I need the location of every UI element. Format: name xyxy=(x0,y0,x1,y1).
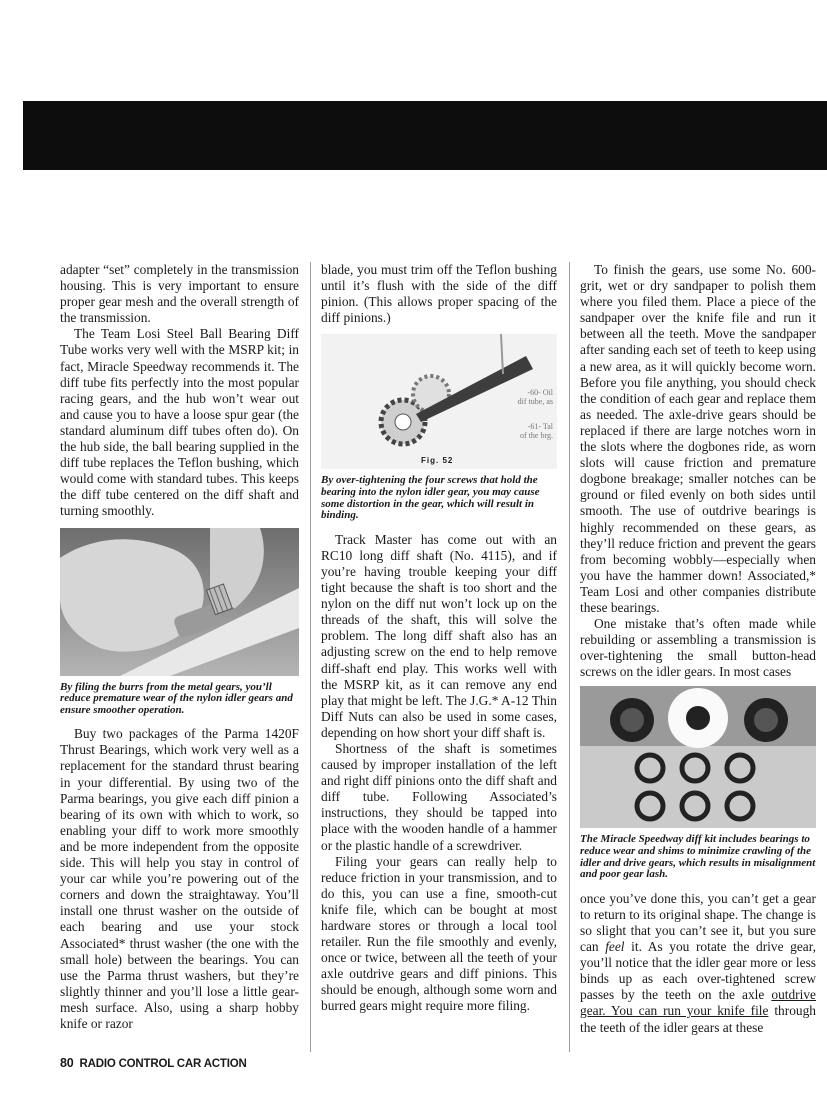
column-3 xyxy=(580,262,816,1036)
emphasis: feel xyxy=(605,939,625,955)
text-run: through the teeth of the idler gears at these xyxy=(580,1003,816,1035)
paragraph: blade, you must trim off the Teflon bushing until it’s flush with the side of the diff pinion. (This allows proper spacing of the diff pinions.) xyxy=(321,262,557,326)
paragraph: The Team Losi Steel Ball Bearing Diff Tube works very well with the MSRP kit; in fact, Miracle Speedway recommends it. The diff tube fits perfectly into the most popular racing gears, and the hub won’t wear out and cause you to have a loose spur gear (the standard aluminum diff tubes often do). On the hub side, the ball bearing supplied in the diff tube replaces the Teflon bushing, which would come with standard tubes. This keeps the diff tube centered on the diff shaft and turning smoothly. xyxy=(60,326,299,519)
text-run: once you’ve done this, you can’t get a gear to return to its original shape. The change is so slight that you can’t see it, but you sure can xyxy=(580,890,816,955)
publication-name: RADIO CONTROL CAR ACTION xyxy=(79,1058,247,1070)
paragraph xyxy=(580,891,816,1036)
paragraph: adapter “set” completely in the transmission housing. This is very important to ensure proper gear mesh and the overall strength of the transmission. xyxy=(60,262,299,326)
header-black-band xyxy=(23,101,827,170)
underlined-text: outdrive gear. You can run your knife file xyxy=(580,987,816,1019)
page-footer xyxy=(60,1056,247,1070)
page-number: 80 xyxy=(60,1056,74,1070)
paragraph: Track Master has come out with an RC10 long diff shaft (No. 4115), and if you’re having trouble keeping your diff tight because the shaft is too short and the nylon on the diff nut won’t lock up on the threads of the shaft, this will solve the problem. The long diff shaft also has an adjusting screw on the end to help remove diff-shaft end play. This works well with the MSRP kit, as it can remove any end play that might be left. The J.G.* A-12 Thin Diff Nuts can also be used in some cases, depending on how short your diff shaft is. xyxy=(321,531,557,740)
photo-diff-kit xyxy=(580,686,816,828)
figure-52 xyxy=(321,334,557,469)
column-divider xyxy=(569,262,570,1052)
photo-caption: By over-tightening the four screws that hold the bearing into the nylon idler gear, you may cause some distortion in the gear, which will result in binding. xyxy=(321,474,540,522)
paragraph: Buy two packages of the Parma 1420F Thrust Bearings, which work very well as a replacement for the standard thrust bearing in your differential. By using two of the Parma bearings, you give each diff pinion a bearing of its own with which to work, so enabling your diff to work more smoothly and be more independent from the opposite side. This will help you stay in control of your car while you’re powering out of the corners and down the straightaway. You’ll install one thrust washer on the outside of each bearing and use your stock Associated* thrust washer (the one with the small hole) between the bearings. You can use the Parma thrust washers, but they’re slightly thinner and you’ll lose a little gear-mesh surface. Also, using a sharp hobby knife or razor xyxy=(60,726,299,1031)
paragraph: One mistake that’s often made while rebuilding or assembling a transmission is over-tightening the small button-head screws on the idler gears. In most cases xyxy=(580,616,816,680)
column-2 xyxy=(321,262,557,1015)
figure-callout: -61- Tal of the brg. xyxy=(520,422,553,441)
paragraph: To finish the gears, use some No. 600-grit, wet or dry sandpaper to polish them where you filed them. Place a piece of the sandpaper over the knife file and run it between all the teeth. Move the sandpaper after sanding each set of teeth to keep using a new area, as it will quickly become worn. Before you file anything, you should check the condition of each gear and replace them as needed. The axle-drive gears should be replaced if there are large notches worn in the slots where the dogbones ride, as worn slots will cause friction and premature dogbone breakage; smaller notches can be ground or filed evenly on both sides until smooth. The use of outdrive bearings is highly recommended on these gears, as they’ll reduce friction and prevent the gears from becoming wobbly—especially when you have the hammer down! Associated,* Team Losi and other companies distribute these bearings. xyxy=(580,262,816,615)
paragraph: Filing your gears can really help to reduce friction in your transmission, and to do this, you can use a fine, smooth-cut knife file, which can be bought at most hardware stores or through a local tool retailer. Run the file smoothly and evenly, once or twice, between all the teeth of your axle outdrive gears and diff pinions. This should be enough, although some worn and burred gears might require more filing. xyxy=(321,853,557,1014)
text-run: it. As you rotate the drive gear, you’ll notice that the idler gear more or less binds up as each over-tightened screw passes by the teeth on the axle xyxy=(580,939,816,1003)
figure-callout: -60- Oil dif tube, as xyxy=(517,388,553,407)
column-1 xyxy=(60,262,299,1032)
photo-filing-gears xyxy=(60,528,299,676)
photo-caption: By filing the burrs from the metal gears, you’ll reduce premature wear of the nylon idler gears and ensure smoother operation. xyxy=(60,680,293,716)
figure-label: Fig. 52 xyxy=(421,456,454,466)
photo-caption: The Miracle Speedway diff kit includes bearings to reduce wear and shims to minimize crawling of the idler and drive gears, which results in misalignment and poor gear lash. xyxy=(580,833,816,881)
paragraph: Shortness of the shaft is sometimes caused by improper installation of the left and right diff pinions onto the diff shaft and diff tube. Following Associated’s instructions, they should be tapped into place with the wooden handle of a hammer or the plastic handle of a screwdriver. xyxy=(321,740,557,853)
photo-bearings-shims xyxy=(580,686,816,828)
column-divider xyxy=(310,262,311,1052)
photo-hand-file-illustration xyxy=(60,528,299,676)
